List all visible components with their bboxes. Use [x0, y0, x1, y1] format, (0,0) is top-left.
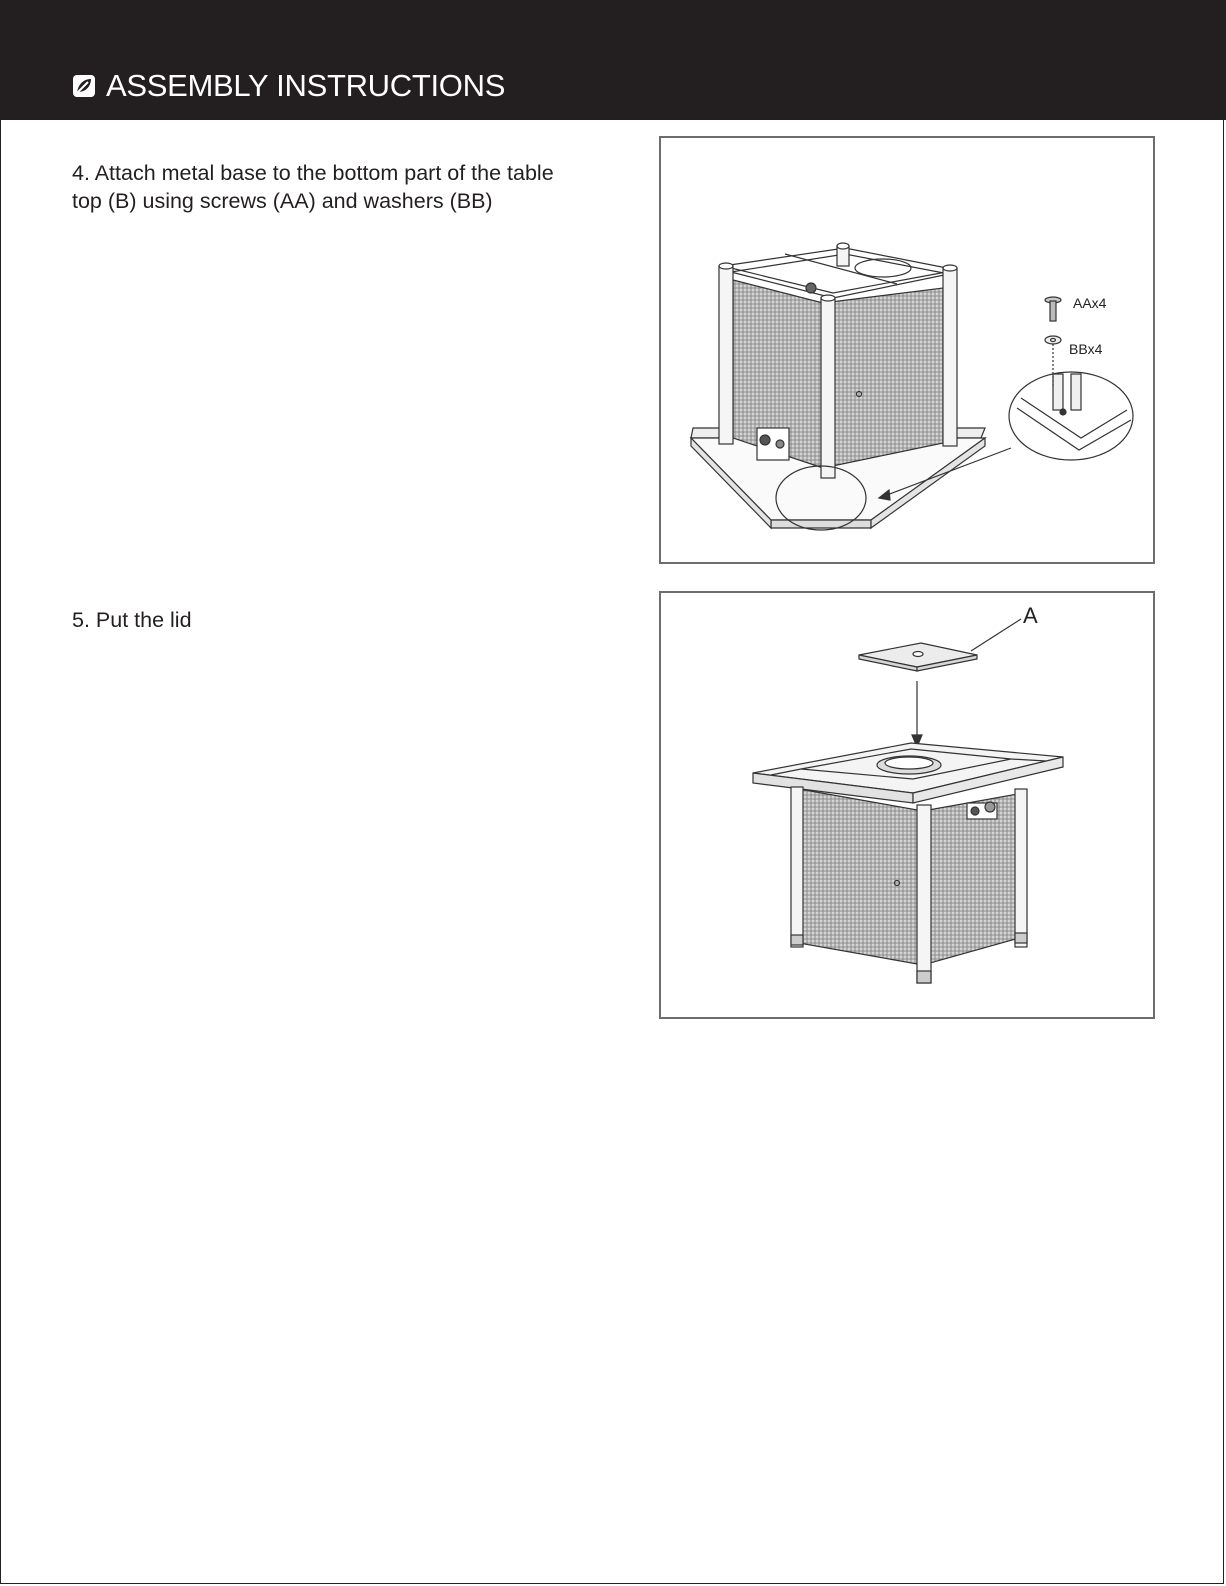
step-4-illustration — [659, 136, 1155, 564]
screw-quantity-label: AAx4 — [1073, 295, 1107, 311]
leaf-square-icon — [72, 74, 96, 98]
step-5-instruction: 5. Put the lid — [72, 608, 192, 632]
lid-part-label: A — [1023, 603, 1038, 628]
washer-quantity-label: BBx4 — [1069, 341, 1103, 357]
page-title: ASSEMBLY INSTRUCTIONS — [106, 68, 506, 103]
step-5-illustration — [659, 591, 1155, 1019]
step-4-instruction: 4. Attach metal base to the bottom part of the table top (B) using screws (AA) and washers (BB) — [72, 161, 554, 213]
metal-base-drawing — [691, 243, 1133, 530]
page-header — [0, 0, 1226, 120]
fire-table-drawing — [753, 619, 1063, 983]
